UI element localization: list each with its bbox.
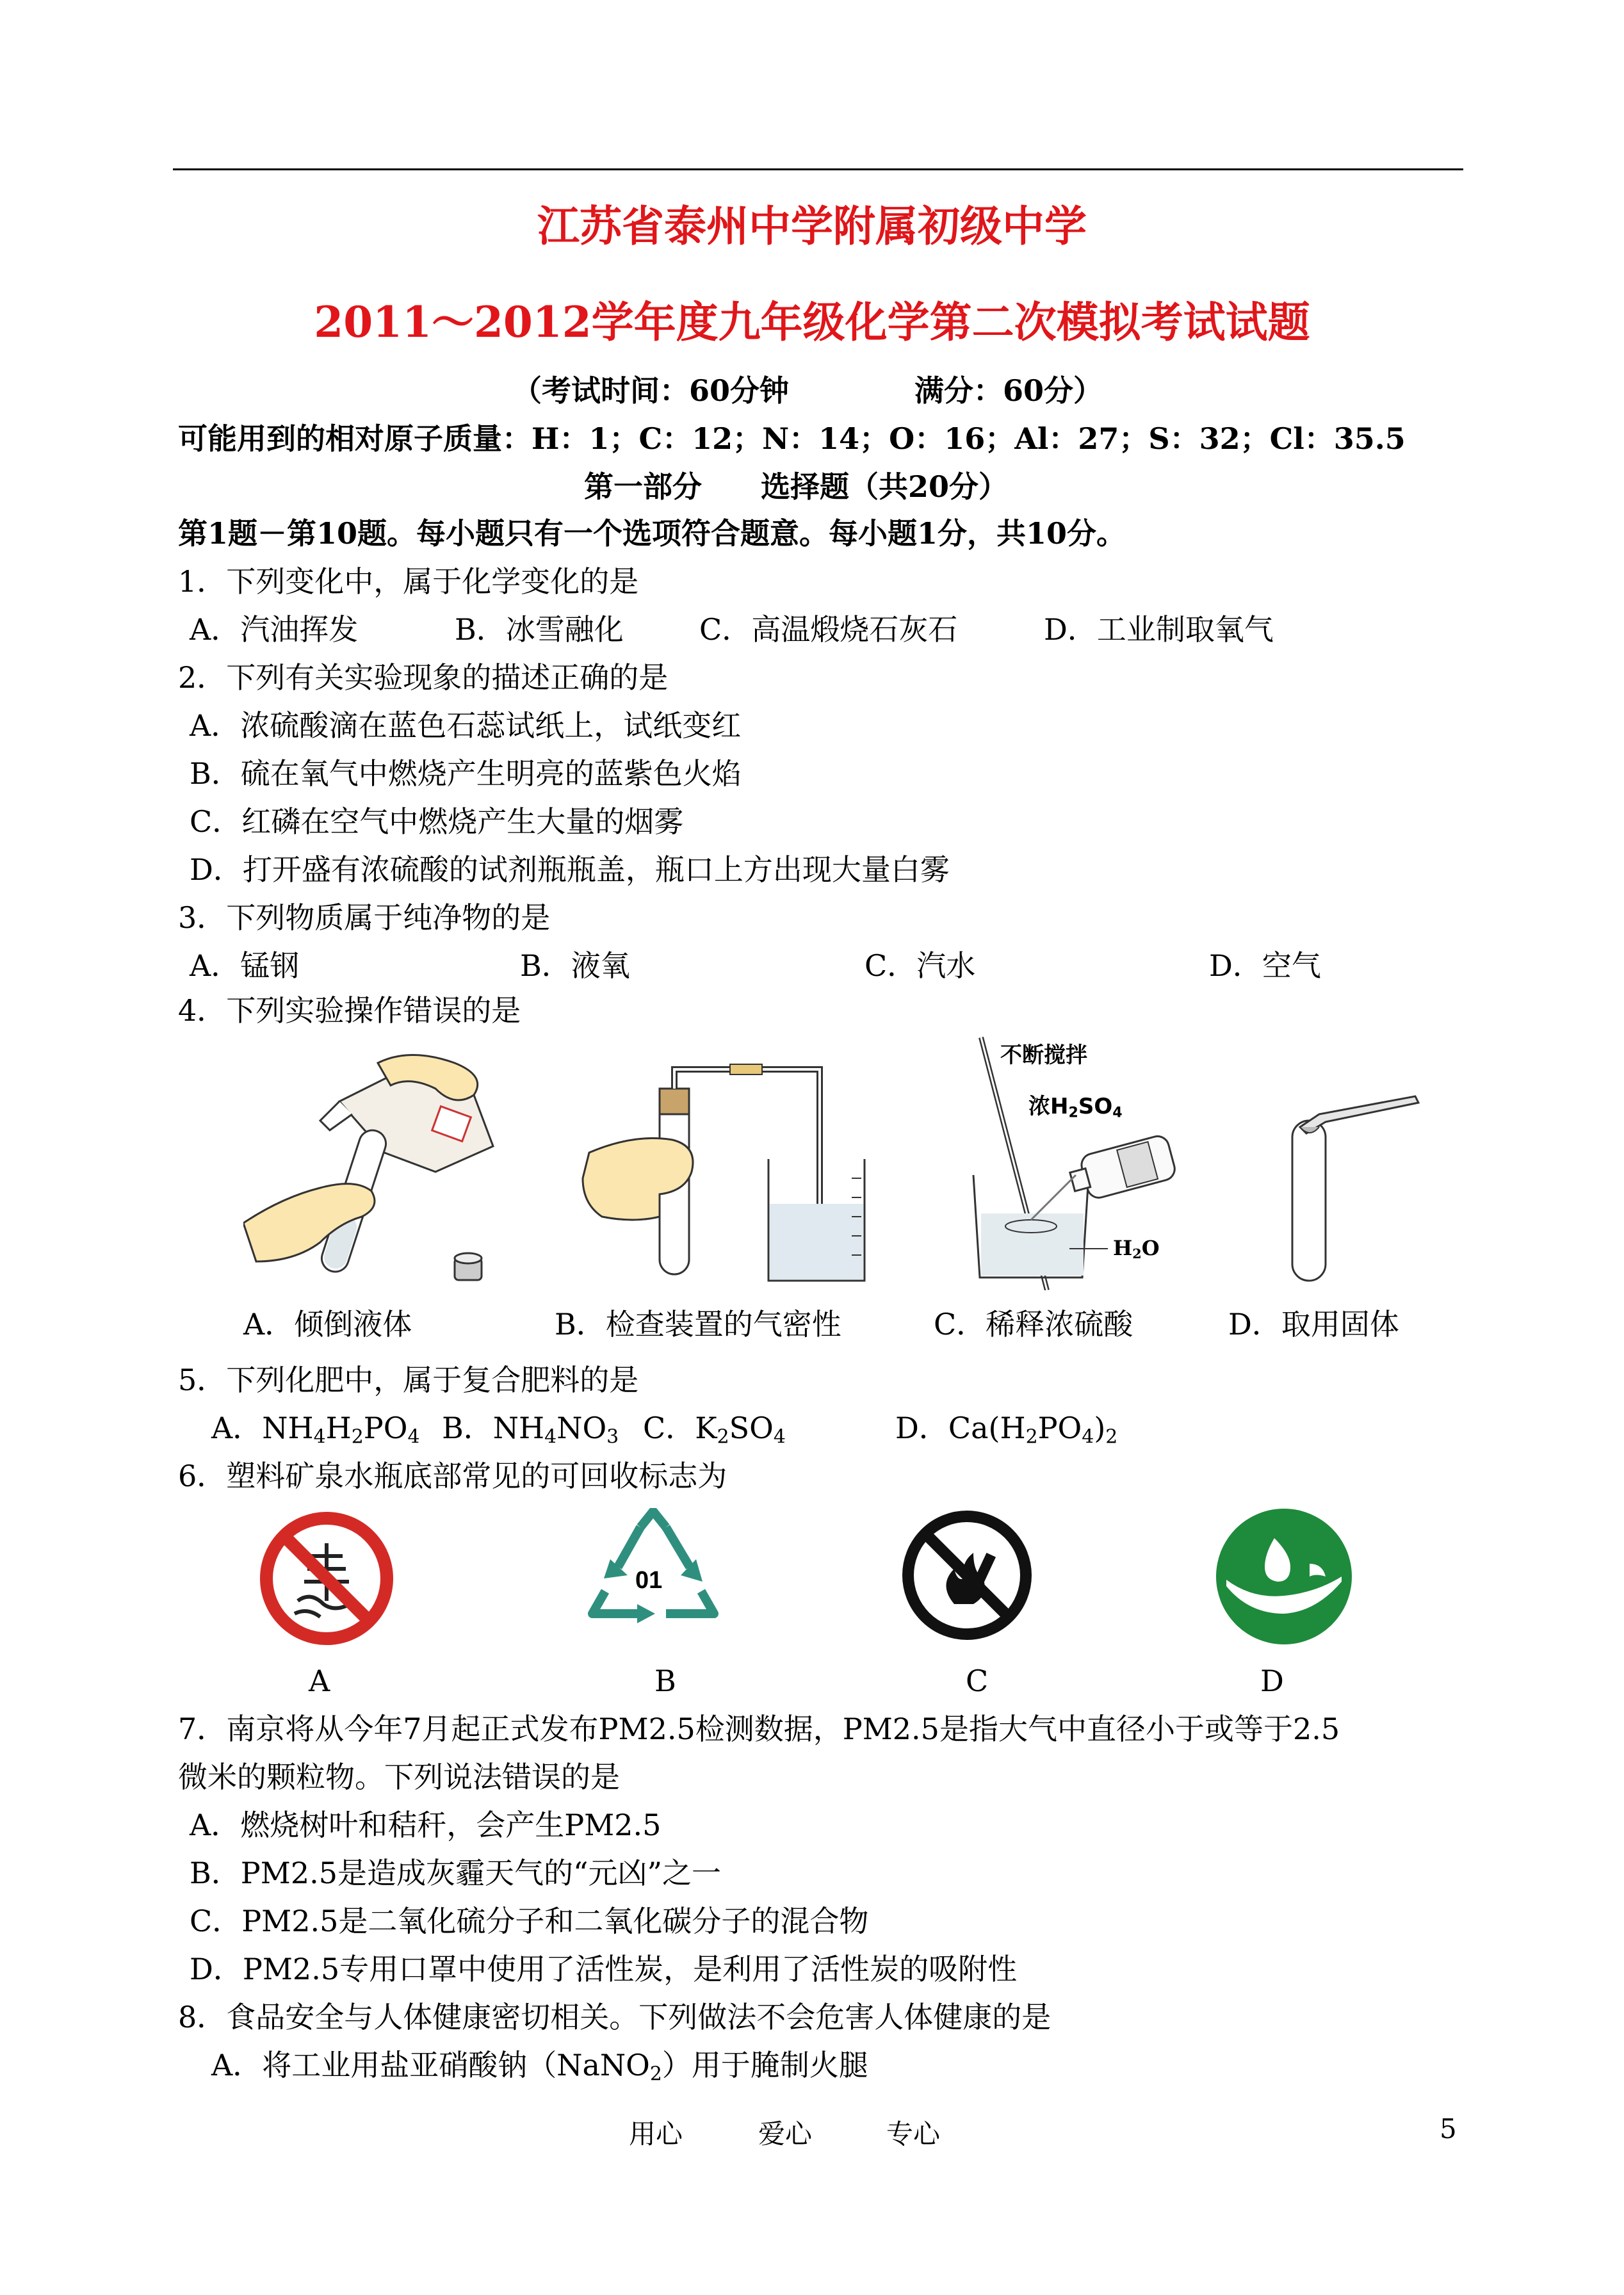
part1-heading: 第一部分 选择题（共20分） <box>584 469 1009 504</box>
page-number: 5 <box>1440 2113 1457 2145</box>
recycle-code: 01 <box>635 1567 663 1594</box>
q3-option-d: D．空气 <box>1209 948 1321 983</box>
header-rule <box>173 168 1463 170</box>
q1-option-a: A．汽油挥发 <box>190 612 359 647</box>
q2-option-b: B．硫在氧气中燃烧产生明亮的蓝紫色火焰 <box>190 756 742 791</box>
q4-option-c: C．稀释浓硫酸 <box>934 1307 1133 1342</box>
dilute-acid-figure <box>954 1034 1198 1290</box>
q7-option-a: A．燃烧树叶和秸秆，会产生PM2.5 <box>190 1808 662 1842</box>
footer-motto-2: 爱心 <box>758 2118 813 2150</box>
footer-motto-3: 专心 <box>886 2118 941 2150</box>
q3-option-a: A．锰钢 <box>190 948 300 983</box>
school-title: 江苏省泰州中学附属初级中学 <box>537 201 1087 251</box>
q3-stem: 3．下列物质属于纯净物的是 <box>178 900 551 935</box>
acid-label: 浓$H_2SO_4$ <box>1028 1094 1123 1121</box>
q5-option-d: D．$Ca(H_2PO_4)_2$ <box>895 1411 1118 1448</box>
q3-option-b: B．液氧 <box>520 948 630 983</box>
footer-motto-1: 用心 <box>629 2118 683 2150</box>
q5-option-b: B．$NH_4NO_3$ <box>442 1411 619 1448</box>
exam-title: 2011～2012学年度九年级化学第二次模拟考试试题 <box>314 297 1310 347</box>
no-logging-sign-icon <box>259 1511 394 1646</box>
q5-stem: 5．下列化肥中，属于复合肥料的是 <box>178 1363 639 1397</box>
q2-option-d: D．打开盛有浓硫酸的试剂瓶瓶盖，瓶口上方出现大量白雾 <box>190 852 950 887</box>
exam-time: （考试时间：60分钟 <box>512 373 790 408</box>
q4-option-b: B．检查装置的气密性 <box>555 1307 841 1342</box>
q5-option-c: C．$K_2SO_4$ <box>643 1411 786 1448</box>
atomic-masses: 可能用到的相对原子质量：H：1；C：12；N：14；O：16；Al：27；S：32；Cl：35.5 <box>178 421 1406 456</box>
sign-label-a: A <box>309 1664 330 1698</box>
q4-option-a: A．倾倒液体 <box>243 1307 412 1342</box>
q4-option-d: D．取用固体 <box>1228 1307 1399 1342</box>
part1-instruction: 第1题－第10题。每小题只有一个选项符合题意。每小题1分，共10分。 <box>178 516 1126 551</box>
q7-stem-line1: 7．南京将从今年7月起正式发布PM2.5检测数据，PM2.5是指大气中直径小于或等于2.5 <box>178 1712 1340 1746</box>
q1-option-d: D．工业制取氧气 <box>1044 612 1274 647</box>
q2-option-a: A．浓硫酸滴在蓝色石蕊试纸上，试纸变红 <box>190 708 742 743</box>
sign-label-c: C <box>966 1664 989 1698</box>
q4-stem: 4．下列实验操作错误的是 <box>178 993 521 1028</box>
taking-solid-figure <box>1281 1082 1441 1287</box>
q3-option-c: C．汽水 <box>865 948 976 983</box>
q7-option-d: D．PM2.5专用口罩中使用了活性炭，是利用了活性炭的吸附性 <box>190 1952 1018 1986</box>
q5-option-a: A．$NH_4H_2PO_4$ <box>211 1411 420 1448</box>
sign-label-d: D <box>1260 1664 1284 1698</box>
q7-option-b: B．PM2.5是造成灰霾天气的“元凶”之一 <box>190 1856 722 1890</box>
q6-stem: 6．塑料矿泉水瓶底部常见的可回收标志为 <box>178 1459 727 1493</box>
q2-option-c: C．红磷在空气中燃烧产生大量的烟雾 <box>190 804 684 839</box>
q7-option-c: C．PM2.5是二氧化硫分子和二氧化碳分子的混合物 <box>190 1904 869 1938</box>
no-fire-sign-icon <box>900 1508 1034 1642</box>
q8-stem: 8．食品安全与人体健康密切相关。下列做法不会危害人体健康的是 <box>178 2000 1052 2034</box>
airtightness-check-figure <box>576 1063 871 1293</box>
q1-option-c: C．高温煅烧石灰石 <box>699 612 958 647</box>
q1-stem: 1．下列变化中，属于化学变化的是 <box>178 564 639 599</box>
water-label: $H_2O$ <box>1113 1236 1160 1262</box>
q2-stem: 2．下列有关实验现象的描述正确的是 <box>178 660 669 695</box>
q7-stem-line2: 微米的颗粒物。下列说法错误的是 <box>178 1760 620 1794</box>
q8-option-a: A．将工业用盐亚硝酸钠（NaNO$_2$）用于腌制火腿 <box>211 2048 868 2086</box>
full-score: 满分：60分） <box>914 373 1103 408</box>
sign-label-b: B <box>654 1664 676 1698</box>
q1-option-b: B．冰雪融化 <box>455 612 624 647</box>
pouring-liquid-figure <box>243 1050 525 1300</box>
green-water-saving-icon <box>1214 1506 1354 1647</box>
stir-label: 不断搅拌 <box>1000 1042 1087 1068</box>
